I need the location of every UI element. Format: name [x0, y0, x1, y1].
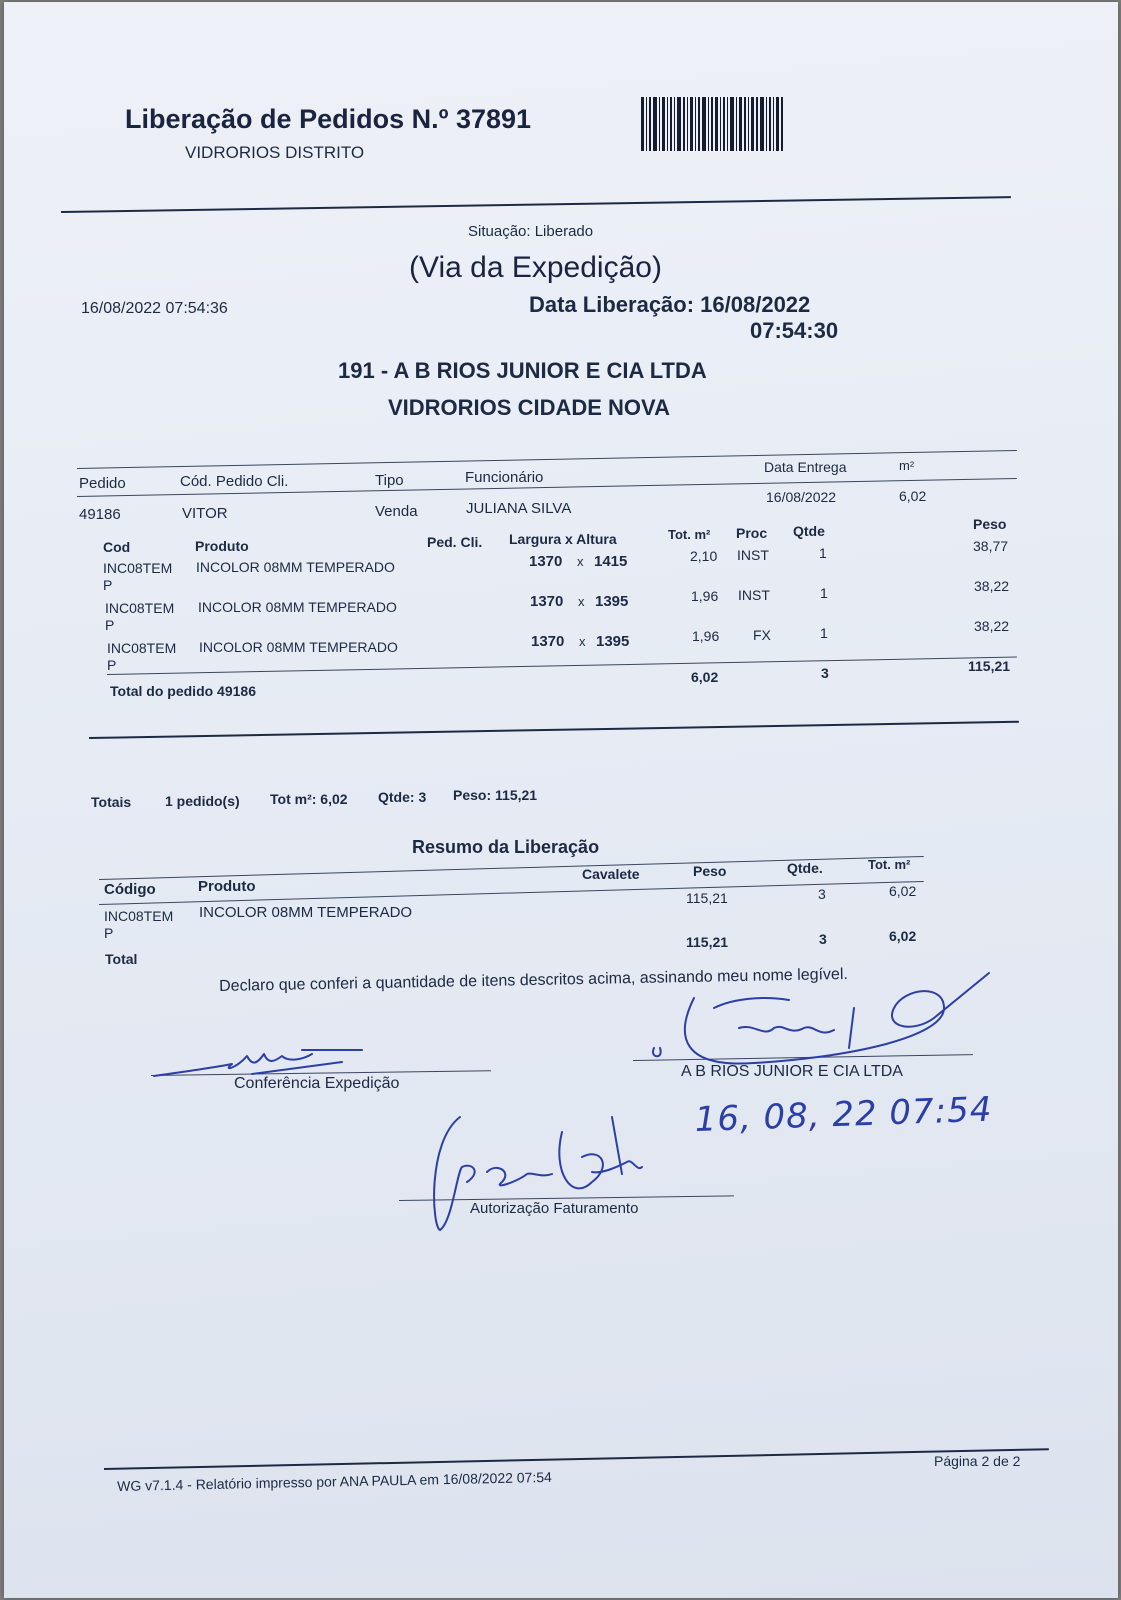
declaration-text: Declaro que conferi a quantidade de itens descritos acima, assinando meu nome legível. — [219, 965, 849, 995]
situacao-label: Situação: Liberado — [468, 223, 594, 240]
handwritten-date: 16, 08, 22 07:54 — [694, 1089, 994, 1140]
totais-pedidos: 1 pedido(s) — [165, 793, 240, 809]
total-pedido-qtde: 3 — [821, 665, 829, 681]
total-pedido-m2: 6,02 — [691, 669, 719, 685]
totais-peso: Peso: 115,21 — [453, 787, 538, 803]
resumo-total-label: Total — [105, 951, 138, 967]
totais-tot-m2: Tot m²: 6,02 — [270, 791, 348, 807]
data-entrega-value: 16/08/2022 — [766, 489, 837, 505]
resumo-th-qtde: Qtde. — [787, 860, 823, 876]
resumo-th-peso: Peso — [693, 863, 727, 879]
conferencia-label: Conferência Expedição — [234, 1075, 400, 1092]
resumo-row-peso: 115,21 — [686, 890, 728, 906]
row1-largura: 1370 — [529, 553, 563, 570]
tipo-value: Venda — [375, 503, 418, 520]
row3-largura: 1370 — [531, 633, 565, 650]
th-cod: Cod — [103, 539, 131, 555]
order-top-rule — [77, 450, 1017, 469]
footer-rule — [104, 1448, 1049, 1470]
col-m2: m² — [899, 458, 915, 473]
resumo-row-cod-suffix: P — [104, 925, 114, 941]
col-tipo: Tipo — [375, 472, 404, 489]
footer-printed-by: WG v7.1.4 - Relatório impresso por ANA PAULA em 16/08/2022 07:54 — [117, 1468, 552, 1494]
th-tot-m2: Tot. m² — [668, 527, 711, 542]
th-proc: Proc — [736, 525, 768, 541]
barcode-image — [641, 97, 811, 151]
row3-tot-m2: 1,96 — [692, 628, 720, 644]
row1-x: x — [577, 554, 584, 569]
row2-x: x — [578, 594, 585, 609]
data-liberacao-time: 07:54:30 — [750, 318, 839, 343]
client-name: 191 - A B RIOS JUNIOR E CIA LTDA — [338, 358, 707, 383]
resumo-row-qtde: 3 — [818, 886, 826, 902]
col-funcionario: Funcionário — [465, 469, 544, 486]
resumo-total-qtde: 3 — [819, 931, 827, 947]
row3-cod: INC08TEM — [107, 640, 177, 656]
row1-proc: INST — [737, 547, 769, 563]
m2-value: 6,02 — [899, 488, 927, 504]
th-ped-cli: Ped. Cli. — [427, 534, 483, 550]
print-datetime: 16/08/2022 07:54:36 — [81, 300, 228, 317]
resumo-row-produto: INCOLOR 08MM TEMPERADO — [199, 904, 413, 921]
row2-largura: 1370 — [530, 593, 564, 610]
row1-tot-m2: 2,10 — [690, 548, 718, 564]
row1-qtde: 1 — [819, 545, 827, 561]
via-label: (Via da Expedição) — [409, 251, 662, 284]
th-qtde: Qtde — [793, 523, 825, 539]
row1-produto: INCOLOR 08MM TEMPERADO — [196, 559, 395, 575]
row1-altura: 1415 — [594, 553, 628, 570]
row2-produto: INCOLOR 08MM TEMPERADO — [198, 599, 397, 615]
resumo-th-tot-m2: Tot. m² — [868, 857, 911, 872]
row2-proc: INST — [738, 587, 770, 603]
footer-page-number: Página 2 de 2 — [934, 1453, 1021, 1469]
col-data-entrega: Data Entrega — [764, 459, 847, 475]
row3-proc: FX — [753, 627, 771, 643]
resumo-total-m2: 6,02 — [889, 928, 917, 944]
th-largura-altura: Largura x Altura — [509, 531, 617, 547]
total-rule — [107, 657, 1017, 675]
resumo-row-cod: INC08TEM — [104, 908, 174, 924]
document-title: Liberação de Pedidos N.º 37891 — [125, 104, 532, 134]
row1-cod-suffix: P — [103, 577, 113, 593]
row2-altura: 1395 — [595, 593, 629, 610]
data-liberacao: Data Liberação: 16/08/2022 — [529, 292, 811, 317]
col-cod-pedido-cli: Cód. Pedido Cli. — [180, 473, 289, 490]
resumo-th-codigo: Código — [104, 881, 156, 898]
row2-cod: INC08TEM — [105, 600, 175, 616]
autorizacao-signature — [432, 1112, 672, 1237]
client-sign-label: A B RIOS JUNIOR E CIA LTDA — [681, 1063, 903, 1080]
pedido-value: 49186 — [79, 506, 121, 523]
row1-cod: INC08TEM — [103, 560, 173, 576]
row3-peso: 38,22 — [974, 618, 1010, 634]
row3-altura: 1395 — [596, 633, 630, 650]
resumo-th-cavalete: Cavalete — [582, 866, 640, 882]
row2-qtde: 1 — [820, 585, 828, 601]
client-store: VIDRORIOS CIDADE NOVA — [388, 395, 670, 420]
resumo-th-produto: Produto — [198, 878, 256, 895]
row3-produto: INCOLOR 08MM TEMPERADO — [199, 639, 398, 655]
row2-cod-suffix: P — [105, 617, 115, 633]
cod-pedido-cli-value: VITOR — [182, 505, 228, 522]
col-pedido: Pedido — [79, 475, 126, 492]
row3-cod-suffix: P — [107, 657, 117, 673]
th-peso: Peso — [973, 516, 1007, 532]
total-pedido-label: Total do pedido 49186 — [110, 683, 256, 699]
header-rule — [61, 196, 1011, 213]
resumo-title: Resumo da Liberação — [412, 837, 600, 857]
row2-tot-m2: 1,96 — [691, 588, 719, 604]
order-bottom-rule — [89, 721, 1019, 739]
client-signature — [644, 968, 994, 1083]
company-name: VIDRORIOS DISTRITO — [185, 143, 365, 162]
totais-label: Totais — [91, 794, 132, 810]
th-produto: Produto — [195, 538, 249, 554]
autorizacao-label: Autorização Faturamento — [470, 1200, 639, 1217]
row3-qtde: 1 — [820, 625, 828, 641]
funcionario-value: JULIANA SILVA — [466, 500, 572, 517]
document-sheet — [4, 2, 1118, 1598]
totais-qtde: Qtde: 3 — [378, 789, 427, 805]
row1-peso: 38,77 — [973, 538, 1009, 554]
row2-peso: 38,22 — [974, 578, 1010, 594]
row3-x: x — [579, 634, 586, 649]
total-pedido-peso: 115,21 — [968, 658, 1011, 674]
resumo-total-peso: 115,21 — [686, 934, 729, 950]
resumo-row-tot-m2: 6,02 — [889, 883, 917, 899]
conferencia-signature — [152, 1042, 372, 1082]
